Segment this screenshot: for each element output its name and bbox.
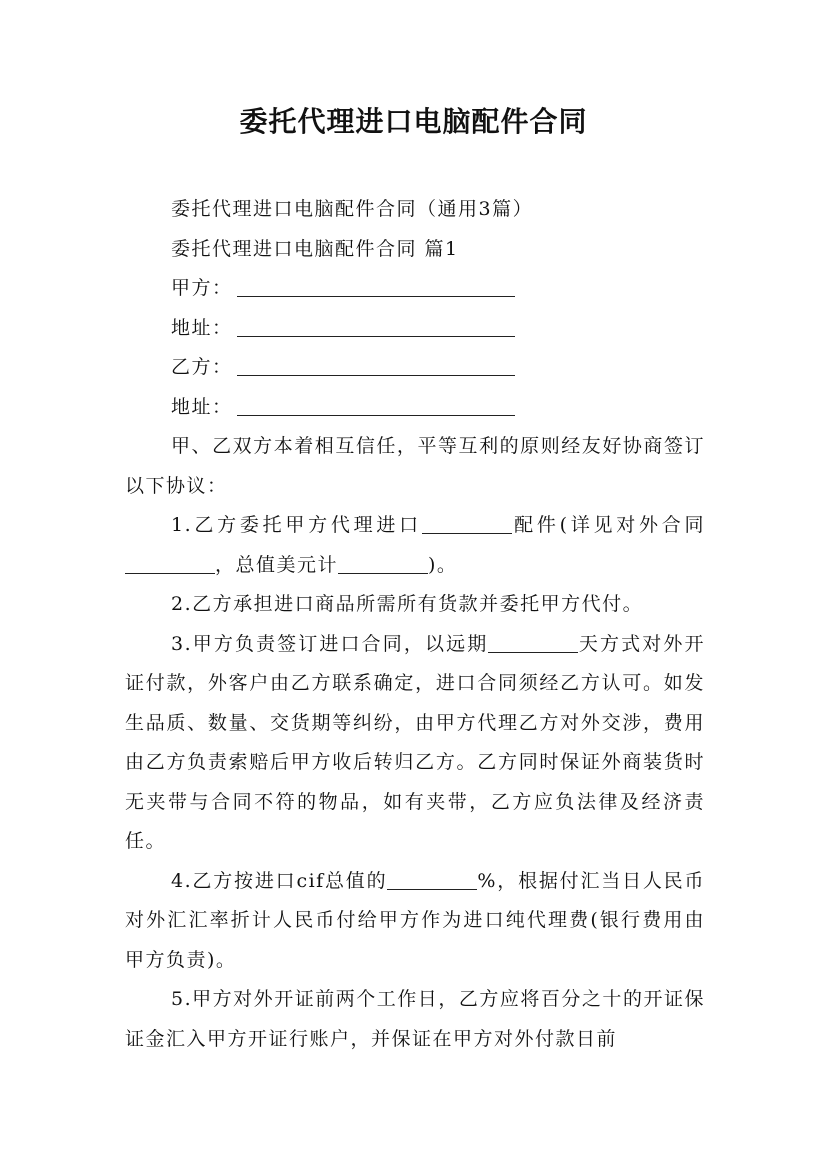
- clause-4-text-a: 4.乙方按进口cif总值的: [171, 869, 388, 892]
- clause-5: 5.甲方对外开证前两个工作日，乙方应将百分之十的开证保证金汇入甲方开证行账户，并保证在甲方对外付款日前: [125, 988, 705, 1050]
- party-b-address-blank[interactable]: [237, 396, 515, 416]
- document-body: [125, 190, 705, 1059]
- party-b-address-field: [125, 388, 705, 428]
- document-title: 委托代理进口电脑配件合同: [239, 105, 588, 138]
- clause-4-text-b: %，根据付汇当日人民币对外汇汇率折计人民币付给甲方作为进口纯代理费(银行费用由甲方负责)。: [125, 869, 705, 971]
- clause-1-text-d: )。: [428, 553, 458, 576]
- party-a-address-field: [125, 309, 705, 349]
- party-b-label: 乙方：: [171, 356, 233, 378]
- document-subtitle: 委托代理进口电脑配件合同（通用3篇）: [171, 198, 534, 220]
- clause-1-blank-contract[interactable]: [125, 554, 215, 574]
- clause-1-blank-parts[interactable]: [422, 514, 512, 534]
- party-b-blank[interactable]: [237, 356, 515, 376]
- clause-1-text-a: 1.乙方委托甲方代理进口: [171, 514, 422, 536]
- party-a-address-label: 地址：: [171, 316, 233, 339]
- clause-1-text-c: ，总值美元计: [215, 553, 339, 576]
- clause-4: [125, 862, 705, 981]
- party-b-address-label: 地址：: [171, 395, 233, 418]
- party-b-field: [125, 348, 705, 388]
- clause-2: 2.乙方承担进口商品所需所有货款并委托甲方代付。: [171, 593, 644, 615]
- clause-3-blank-days[interactable]: [488, 633, 578, 653]
- party-a-label: 甲方：: [171, 277, 233, 299]
- party-a-field: [125, 269, 705, 309]
- section-heading: 委托代理进口电脑配件合同 篇1: [171, 237, 459, 260]
- clause-4-blank-percent[interactable]: [387, 870, 477, 890]
- party-a-blank[interactable]: [237, 277, 515, 297]
- clause-3: [125, 625, 705, 862]
- clause-3-text-a: 3.甲方负责签订进口合同，以远期: [171, 632, 489, 655]
- clause-1-blank-total[interactable]: [338, 554, 428, 574]
- clause-1-text-b: 配件(详见对外合同: [511, 514, 705, 536]
- clause-3-text-b: 天方式对外开证付款，外客户由乙方联系确定，进口合同须经乙方认可。如发生品质、数量、交货期等纠纷，由甲方代理乙方对外交涉，费用由乙方负责索赔后甲方收后转归乙方。乙方同时保证外商装货时无夹带与合同不符的物品，如有夹带，乙方应负法律及经济责任。: [125, 632, 705, 852]
- intro-paragraph: 甲、乙双方本着相互信任，平等互利的原则经友好协商签订以下协议：: [125, 435, 705, 497]
- clause-1: [125, 506, 705, 585]
- party-a-address-blank[interactable]: [237, 317, 515, 337]
